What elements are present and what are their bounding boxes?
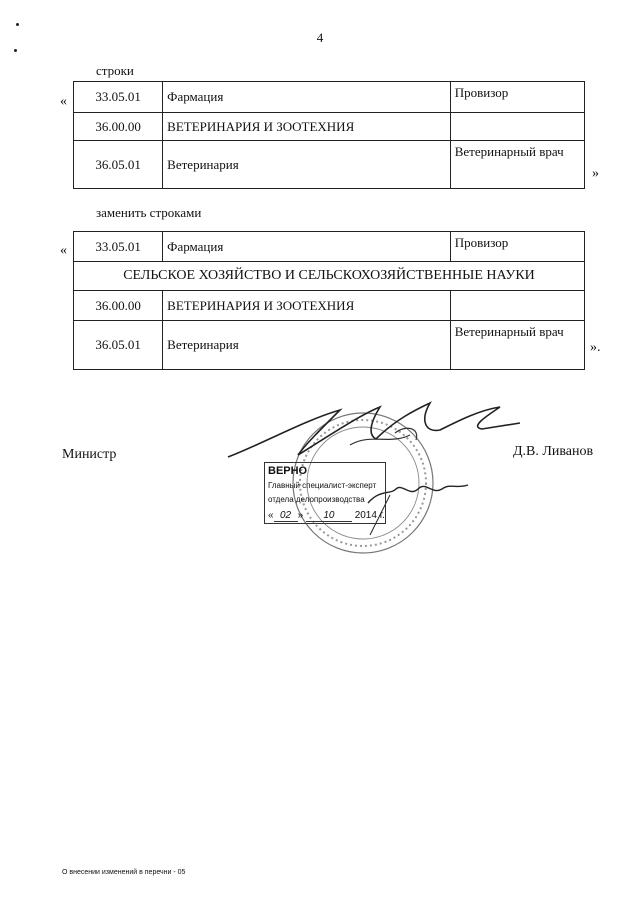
qualification-cell: Провизор — [450, 82, 584, 113]
quote-close: » — [592, 166, 599, 181]
quote-open: « — [60, 94, 67, 109]
name-cell: Ветеринария — [163, 141, 451, 189]
stamp-date-open-quote: « — [268, 510, 274, 521]
section-header-cell: СЕЛЬСКОЕ ХОЗЯЙСТВО И СЕЛЬСКОХОЗЯЙСТВЕННЫЕ НАУКИ — [74, 262, 585, 291]
quote-open: « — [60, 243, 67, 258]
table-row — [74, 321, 585, 370]
stamp-title: ВЕРНО — [268, 465, 308, 477]
code-cell: 36.00.00 — [74, 113, 163, 141]
stamp-position: Главный специалист-эксперт — [268, 481, 377, 490]
stamp-department: отдела делопроизводства — [268, 495, 365, 504]
code-cell: 33.05.01 — [74, 82, 163, 113]
code-cell: 36.00.00 — [74, 291, 163, 321]
code-cell: 36.05.01 — [74, 321, 163, 370]
name-cell: Ветеринария — [163, 321, 451, 370]
table-row — [74, 291, 585, 321]
stamp-date — [268, 510, 385, 522]
scan-mark — [14, 49, 17, 52]
qualification-cell — [450, 113, 584, 141]
quote-close: ». — [590, 340, 601, 355]
name-cell: ВЕТЕРИНАРИЯ И ЗООТЕХНИЯ — [163, 113, 451, 141]
stamp-date-close-quote: » — [297, 510, 304, 521]
old-rows-table — [73, 81, 585, 189]
stamp-year-suffix: г. — [379, 510, 385, 521]
qualification-cell: Провизор — [450, 232, 584, 262]
page-number: 4 — [316, 30, 324, 45]
table-row — [74, 232, 585, 262]
code-cell: 33.05.01 — [74, 232, 163, 262]
stamp-day: 02 — [274, 510, 298, 522]
qualification-cell: Ветеринарный врач — [450, 141, 584, 189]
name-cell: Фармация — [163, 232, 451, 262]
intro-old-label: строки — [96, 63, 134, 78]
stamp-month: 10 — [306, 510, 352, 522]
new-rows-table — [73, 231, 585, 370]
name-cell: Фармация — [163, 82, 451, 113]
minister-signature — [228, 403, 520, 457]
scan-mark — [16, 23, 19, 26]
signatory-name: Д.В. Ливанов — [513, 444, 594, 459]
table-row — [74, 141, 585, 189]
table-row — [74, 113, 585, 141]
qualification-cell: Ветеринарный врач — [450, 321, 584, 370]
table-row — [74, 262, 585, 291]
name-cell: ВЕТЕРИНАРИЯ И ЗООТЕХНИЯ — [163, 291, 451, 321]
signatory-title: Министр — [62, 447, 117, 462]
qualification-cell — [450, 291, 584, 321]
stamp-year: 2014 — [354, 510, 377, 521]
table-row — [74, 82, 585, 113]
footer-doc-reference: О внесении изменений в перечни - 05 — [62, 869, 186, 876]
intro-new-label: заменить строками — [96, 205, 202, 220]
code-cell: 36.05.01 — [74, 141, 163, 189]
